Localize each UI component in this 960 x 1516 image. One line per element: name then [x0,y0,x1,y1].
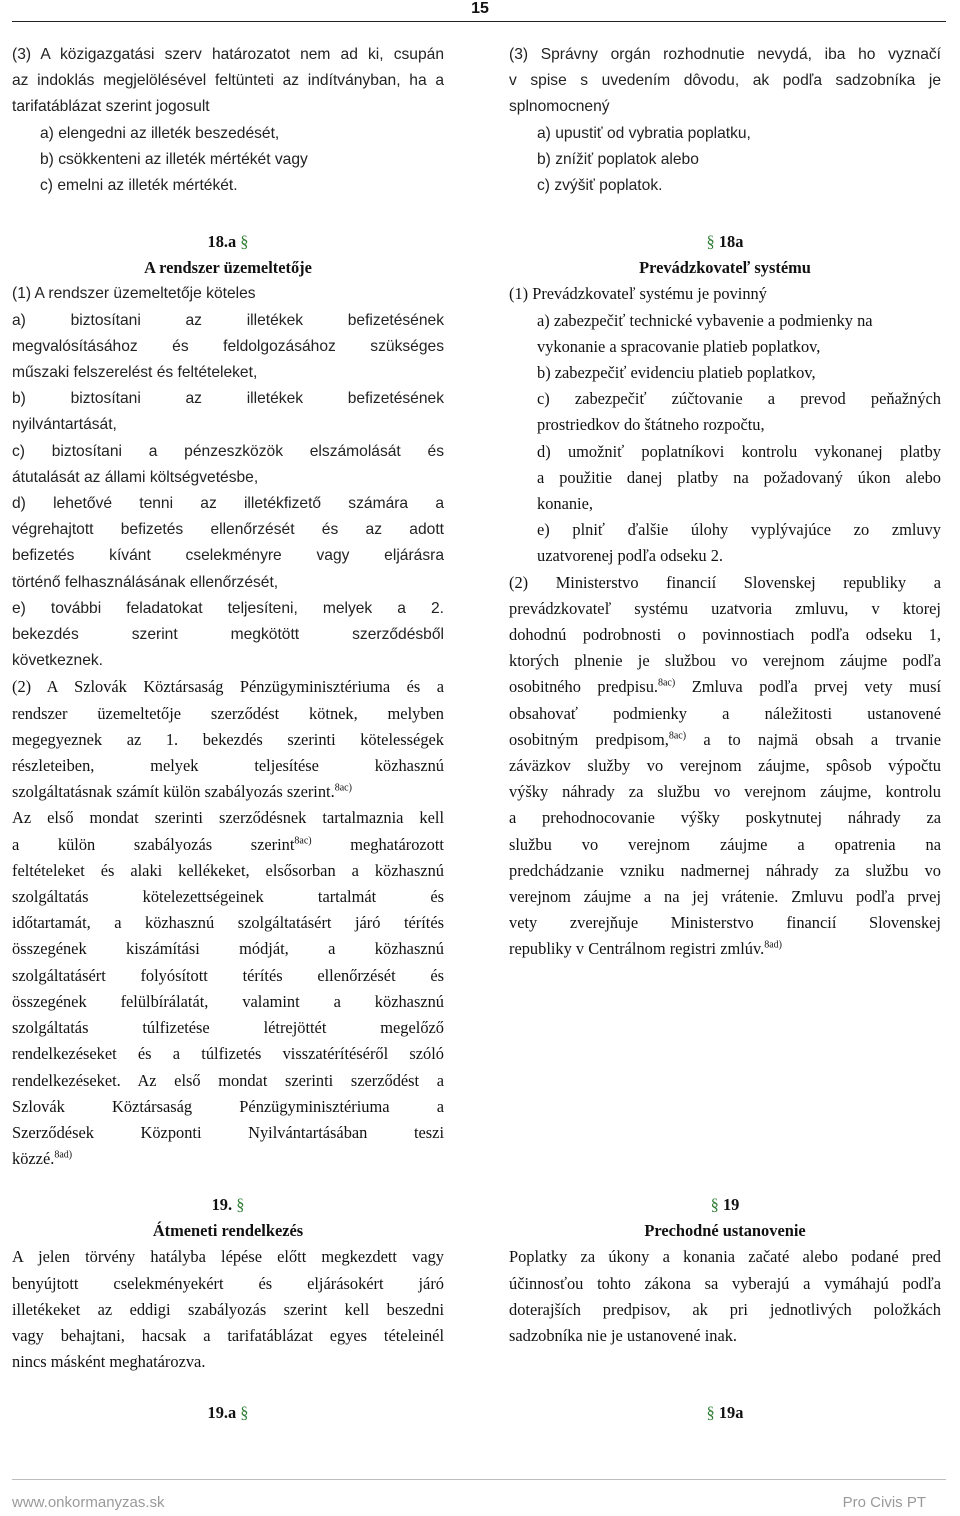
text-line: feltételeket és alaki kellékeket, elsősorban a közhasznú [12,860,444,880]
right-intro-line: splnomocnený [509,98,610,116]
left-intro-item: a) elengedni az illeték beszedését, [40,124,280,142]
text-line: összegének felülbírálatát, valamint a közhasznú [12,991,444,1011]
text-line: nyilvántartását, [12,416,117,434]
left-intro-line: az indoklás megjelölésével feltünteti az indítványban, ha a [12,72,444,90]
text-line: szolgáltatásért folyósított térítés ellenőrzését és [12,965,444,985]
section-number: 19. [211,1195,233,1214]
right-19-paragraph [509,1244,941,1349]
text-line [509,674,941,700]
text-line: výšky náhrady za službu vo verejnom záujme, kontrolu [509,782,941,802]
text-line: műszaki felszerelést és feltételeket, [12,364,258,382]
left-section-19-heading [12,1192,444,1218]
right-section-18a [509,229,941,963]
left-section-19a [12,1400,444,1426]
left-intro-item: c) emelni az illeték mértékét. [40,177,238,195]
left-section-19a-heading [12,1400,444,1426]
footnote-ref: 8ac) [294,835,312,847]
text-line: nincs másként meghatározva. [12,1352,206,1372]
text-span: osobitného predpisu. [509,677,658,697]
footer-website: www.onkormanyzas.sk [12,1494,165,1511]
right-section-18a-heading [509,229,941,255]
section-symbol: § [706,232,715,251]
section-symbol: § [240,1403,249,1422]
text-line: b) zabezpečiť evidenciu platieb poplatkov, [537,363,816,383]
text-line: befizetés kívánt cselekményre vagy eljárásra [12,547,444,565]
text-line: részleteiben, melyek teljesítése közhasznú [12,756,444,776]
text-line: vagy behajtani, hacsak a tarifatáblázat egyes tételeinél [12,1326,444,1346]
text-line: ktorých plnenie je službou vo verejnom záujme podľa [509,651,941,671]
text-line: d) umožniť poplatníkovi kontrolu vykonanej platby [537,441,941,461]
text-line: doterajších predpisov, ak pri jednotlivých položkách [509,1299,941,1319]
text-span: közzé. [12,1149,55,1169]
left-18a-paragraph-1 [12,281,444,674]
left-section-19-title: Átmeneti rendelkezés [152,1221,304,1241]
section-number: 19a [718,1403,744,1422]
footnote-ref: 8ad) [54,1149,73,1161]
right-intro-line: (3) Správny orgán rozhodnutie nevydá, iba ho vyznačí [509,46,941,63]
text-line: megvalósításához és feldolgozásához szükséges [12,337,444,355]
text-span: a külön szabályozás szerint [12,834,295,854]
left-18a-paragraph-2 [12,674,444,1172]
right-section-19-title: Prechodné ustanovenie [644,1221,806,1241]
text-line: a) biztosítani az illetékek befizetésének [12,311,444,329]
right-18a-paragraph-2 [509,570,941,963]
text-line: vykonanie a spracovanie platieb poplatkov, [537,336,821,356]
right-intro-item: a) upustiť od vybratia poplatku, [537,124,751,142]
text-line: összegének kiszámítási módját, a közhasznú [12,939,444,959]
left-intro-line: tarifatáblázat szerint jogosult [12,98,210,116]
text-line: uzatvorenej podľa odseku 2. [537,546,723,566]
text-line: obsahovať podmienky a náležitosti ustanovené [509,703,941,723]
text-line: a použitie danej platby na požadovaný úkon alebo [537,467,941,487]
right-intro-item: c) zvýšiť poplatok. [537,177,663,195]
text-line: szolgáltatás túlfizetése létrejöttét megelőző [12,1018,444,1038]
text-line [509,936,941,962]
left-section-18a [12,229,444,1172]
text-line: következnek. [12,652,104,670]
text-line: c) biztosítani a pénzeszközök elszámolását és [12,442,444,460]
footer-publisher: Pro Civis PT [842,1494,926,1511]
left-section-19 [12,1192,444,1375]
footnote-ref: 8ac) [334,782,352,794]
left-intro-line: (3) A közigazgatási szerv határozatot nem ad ki, csupán [12,46,444,63]
section-number: 18a [718,232,744,251]
text-line: rendelkezéseket és a túlfizetés visszatérítéséről szóló [12,1044,444,1064]
section-number: 19 [722,1195,740,1214]
right-section-19 [509,1192,941,1349]
text-line: službu vo verejnom záujme a opatrenia na [509,834,941,854]
text-span: osobitným predpisom, [509,729,669,749]
text-line: c) zabezpečiť zúčtovanie a prevod peňažných [537,389,941,409]
text-line: predchádzanie vzniku nadmernej náhrady za službu vo [509,860,941,880]
text-line [509,727,941,753]
text-line: átutalását az állami költségvetésbe, [12,468,259,486]
section-symbol: § [236,1195,245,1214]
text-line: (2) Ministerstvo financií Slovenskej republiky a [509,572,941,592]
text-line [12,832,444,858]
text-line: záväzkov služby vo verejnom záujme, spôsob výpočtu [509,756,941,776]
text-line: a prehodnocovanie výšky poskytnutej náhrady za [509,808,941,828]
text-line: (2) A Szlovák Köztársaság Pénzügyminisztériuma és a [12,677,444,697]
text-line [12,1146,444,1172]
page-number: 15 [471,0,489,17]
text-line: megegyeznek az 1. bekezdés szerinti kötelességek [12,729,444,749]
footnote-ref: 8ac) [657,677,676,689]
text-line: e) plniť ďalšie úlohy vyplývajúce zo zmluvy [537,520,941,540]
text-line: rendszer üzemeltetője szerződést kötnek, melyben [12,703,444,723]
text-line: e) további feladatokat teljesíteni, melyek a 2. [12,599,444,617]
right-section-19a [509,1400,941,1426]
section-number: 19.a [207,1403,237,1422]
text-line: vety zverejňuje Ministerstvo financií Slovenskej [509,913,941,933]
text-span: a to najmä obsah a trvanie [686,729,941,749]
section-symbol: § [240,232,249,251]
text-line: A jelen törvény hatályba lépése előtt megkezdett vagy [12,1247,444,1267]
text-span: meghatározott [311,834,444,854]
right-18a-paragraph-1 [509,281,941,569]
text-line: Szerződések Központi Nyilvántartásában teszi [12,1122,444,1142]
text-line: b) biztosítani az illetékek befizetésének [12,390,444,408]
text-line: dohodnú podrobnosti o povinnostiach podľa odseku 1, [509,625,941,645]
text-line: szolgáltatás kötelezettségeinek tartalmát és [12,887,444,907]
text-line: bekezdés szerint megkötött szerződésből [12,626,444,644]
text-line: verejnom záujme a na jej vrátenie. Zmluvu podľa prvej [509,887,941,907]
left-19-paragraph [12,1244,444,1375]
text-line: d) lehetővé tenni az illetékfizető számára a [12,495,444,513]
text-line: illetékeket az eddigi szabályozás szerint kell beszedni [12,1299,444,1319]
right-intro-item: b) znížiť poplatok alebo [537,150,699,168]
left-section-18a-heading [12,229,444,255]
left-intro-item: b) csökkenteni az illeték mértékét vagy [40,150,308,168]
text-line: prostriedkov do štátneho rozpočtu, [537,415,765,435]
text-line: a) zabezpečiť technické vybavenie a podmienky na [537,310,873,330]
text-line: účinnosťou tohto zákona sa vyberajú a vymáhajú podľa [509,1273,941,1293]
text-line: időtartamát, a közhasznú szolgáltatásért járó térítés [12,913,444,933]
right-section-18a-title: Prevádzkovateľ systému [639,258,811,278]
text-line: konanie, [537,494,593,514]
right-intro [509,42,941,199]
text-span: szolgáltatásnak számít külön szabályozás szerint. [12,782,335,802]
section-symbol: § [710,1195,719,1214]
text-line: sadzobníka nie je ustanovené inak. [509,1326,738,1346]
left-intro [12,42,444,199]
text-line: végrehajtott befizetés ellenőrzését és az adott [12,521,444,539]
text-line: történő felhasználásának ellenőrzését, [12,573,279,591]
text-line [12,779,444,805]
right-intro-line: v spise s uvedením dôvodu, ak podľa sadzobníka je [509,72,941,90]
section-symbol: § [706,1403,715,1422]
footnote-ref: 8ad) [764,940,782,952]
text-line: Az első mondat szerinti szerződésnek tartalmaznia kell [12,808,444,828]
text-line: Poplatky za úkony a konania začaté alebo podané pred [509,1247,941,1267]
text-line: benyújtott cselekményekért és eljárásokért járó [12,1273,444,1293]
text-line: (1) A rendszer üzemeltetője köteles [12,285,256,303]
section-number: 18.a [207,232,237,251]
footnote-ref: 8ac) [668,730,687,742]
text-span: republiky v Centrálnom registri zmlúv. [509,939,765,959]
right-section-19-heading [509,1192,941,1218]
left-section-18a-title: A rendszer üzemeltetője [144,258,312,278]
text-line: prevádzkovateľ systému uzatvoria zmluvu, v ktorej [509,598,941,618]
text-line: (1) Prevádzkovateľ systému je povinný [509,284,767,304]
text-span: Zmluva podľa prvej vety musí [675,677,941,697]
text-line: Szlovák Köztársaság Pénzügyminisztériuma a [12,1096,444,1116]
text-line: rendelkezéseket. Az első mondat szerinti szerződést a [12,1070,444,1090]
footer-rule [12,1479,946,1480]
header-rule [12,21,946,22]
right-section-19a-heading [509,1400,941,1426]
